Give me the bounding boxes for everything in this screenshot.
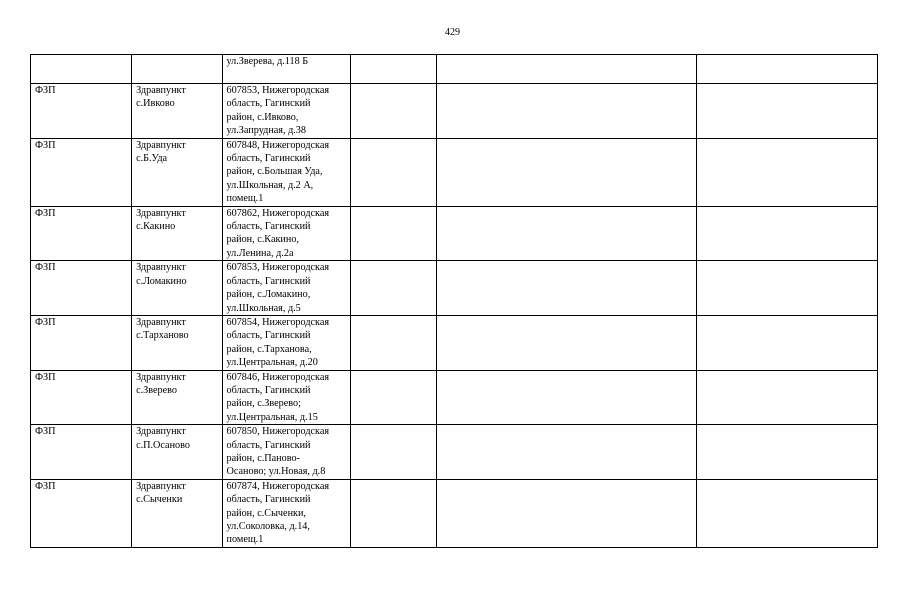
empty-cell: [697, 55, 878, 84]
empty-cell: [351, 261, 437, 316]
empty-cell: [697, 425, 878, 480]
empty-cell: [351, 370, 437, 425]
name-cell: Здравпункт с.Б.Уда: [132, 138, 222, 206]
table-row: [31, 370, 878, 425]
empty-cell: [437, 370, 697, 425]
table-row: [31, 206, 878, 261]
empty-cell: [697, 84, 878, 139]
type-cell: ФЗП: [31, 425, 132, 480]
type-cell: ФЗП: [31, 261, 132, 316]
empty-cell: [697, 479, 878, 547]
address-cell: ул.Зверева, д.118 Б: [222, 55, 351, 84]
empty-cell: [437, 479, 697, 547]
empty-cell: [697, 138, 878, 206]
table-row: [31, 315, 878, 370]
facilities-table: [30, 54, 878, 548]
empty-cell: [437, 315, 697, 370]
address-cell: 607850, Нижегородская область, Гагинский район, с.Паново- Осаново; ул.Новая, д.8: [222, 425, 351, 480]
empty-cell: [437, 138, 697, 206]
type-cell: ФЗП: [31, 138, 132, 206]
page-number: 429: [445, 27, 460, 38]
empty-cell: [437, 84, 697, 139]
table-body: [31, 55, 878, 548]
table-row: [31, 261, 878, 316]
address-cell: 607862, Нижегородская область, Гагинский район, с.Какино, ул.Ленина, д.2а: [222, 206, 351, 261]
table-row: [31, 479, 878, 547]
type-cell: ФЗП: [31, 206, 132, 261]
name-cell: Здравпункт с.Какино: [132, 206, 222, 261]
name-cell: Здравпункт с.Сыченки: [132, 479, 222, 547]
address-cell: 607854, Нижегородская область, Гагинский район, с.Тарханова, ул.Центральная, д.20: [222, 315, 351, 370]
empty-cell: [351, 425, 437, 480]
empty-cell: [437, 425, 697, 480]
empty-cell: [437, 55, 697, 84]
type-cell: [31, 55, 132, 84]
address-cell: 607846, Нижегородская область, Гагинский район, с.Зверево; ул.Центральная, д.15: [222, 370, 351, 425]
empty-cell: [351, 315, 437, 370]
address-cell: 607874, Нижегородская область, Гагинский район, с.Сыченки, ул.Соколовка, д.14, помещ.1: [222, 479, 351, 547]
type-cell: ФЗП: [31, 370, 132, 425]
empty-cell: [697, 206, 878, 261]
empty-cell: [351, 84, 437, 139]
name-cell: Здравпункт с.Ломакино: [132, 261, 222, 316]
table-row-continuation: [31, 55, 878, 84]
name-cell: Здравпункт с.Ивково: [132, 84, 222, 139]
empty-cell: [437, 206, 697, 261]
empty-cell: [351, 138, 437, 206]
name-cell: Здравпункт с.Тарханово: [132, 315, 222, 370]
empty-cell: [697, 315, 878, 370]
type-cell: ФЗП: [31, 84, 132, 139]
empty-cell: [697, 370, 878, 425]
name-cell: [132, 55, 222, 84]
table-row: [31, 425, 878, 480]
name-cell: Здравпункт с.Зверево: [132, 370, 222, 425]
name-cell: Здравпункт с.П.Осаново: [132, 425, 222, 480]
empty-cell: [351, 206, 437, 261]
table-row: [31, 138, 878, 206]
type-cell: ФЗП: [31, 479, 132, 547]
empty-cell: [697, 261, 878, 316]
empty-cell: [351, 55, 437, 84]
address-cell: 607853, Нижегородская область, Гагинский район, с.Ивково, ул.Запрудная, д.38: [222, 84, 351, 139]
empty-cell: [351, 479, 437, 547]
type-cell: ФЗП: [31, 315, 132, 370]
table-row: [31, 84, 878, 139]
address-cell: 607848, Нижегородская область, Гагинский район, с.Большая Уда, ул.Школьная, д.2 А, помещ.1: [222, 138, 351, 206]
empty-cell: [437, 261, 697, 316]
address-cell: 607853, Нижегородская область, Гагинский район, с.Ломакино, ул.Школьная, д.5: [222, 261, 351, 316]
